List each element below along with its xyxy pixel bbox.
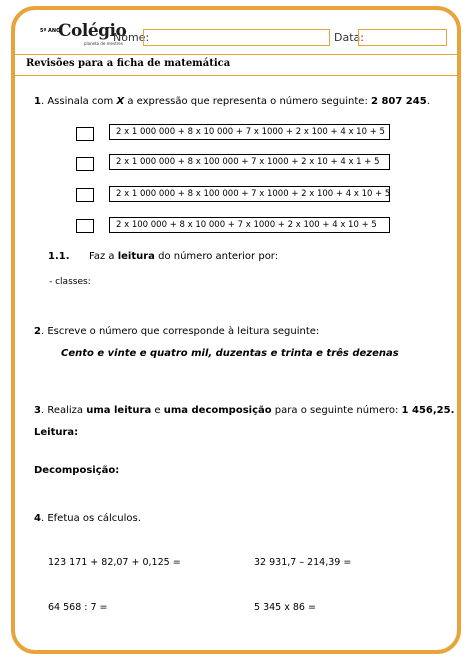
question-1-end: .: [426, 96, 430, 107]
question-4-text: . Efetua os cálculos.: [40, 513, 141, 524]
option-2-checkbox[interactable]: [76, 157, 94, 171]
question-2: [34, 325, 319, 338]
option-3-expression: 2 x 1 000 000 + 8 x 100 000 + 7 x 1000 + 2 x 100 + 4 x 10 + 5: [109, 186, 390, 202]
school-logo: [40, 21, 127, 48]
logo-tagline: planeta de mestres: [84, 41, 123, 46]
question-2-reading: Cento e vinte e quatro mil, duzentas e trinta e três dezenas: [61, 348, 399, 359]
leitura-label: Leitura:: [34, 427, 79, 438]
question-1-target-number: 2 807 245: [371, 96, 427, 107]
question-1-1-text: [89, 250, 278, 263]
logo-grade: 5º ANO: [40, 28, 61, 34]
calc-4: 5 345 x 86 =: [254, 602, 316, 613]
decomposicao-label: Decomposição:: [34, 465, 120, 476]
question-1-1-number: 1.1.: [48, 251, 70, 262]
question-3-number: 3: [34, 405, 41, 416]
calc-2: 32 931,7 – 214,39 =: [254, 557, 352, 568]
option-1-expression: 2 x 1 000 000 + 8 x 10 000 + 7 x 1000 + 2 x 100 + 4 x 10 + 5: [109, 124, 390, 140]
question-4-number: 4: [34, 513, 41, 524]
question-1-text-after: a expressão que representa o número seguinte:: [124, 96, 372, 107]
option-3-checkbox[interactable]: [76, 188, 94, 202]
question-3-text-b: e: [151, 405, 164, 416]
question-2-text: . Escreve o número que corresponde à leitura seguinte:: [40, 326, 320, 337]
page-title: Revisões para a ficha de matemática: [26, 58, 231, 69]
option-2-expression: 2 x 1 000 000 + 8 x 100 000 + 7 x 1000 + 2 x 10 + 4 x 1 + 5: [109, 154, 390, 170]
date-field[interactable]: [358, 29, 447, 46]
option-4-expression: 2 x 100 000 + 8 x 10 000 + 7 x 1000 + 2 x 100 + 4 x 10 + 5: [109, 217, 390, 233]
question-1-text-before: . Assinala com: [40, 96, 117, 107]
name-field[interactable]: [143, 29, 330, 46]
question-1-number: 1: [34, 96, 41, 107]
calc-3: 64 568 : 7 =: [48, 602, 108, 613]
question-2-number: 2: [34, 326, 41, 337]
question-3-number-value: 1 456,25.: [401, 405, 455, 416]
title-bar: [15, 54, 457, 76]
question-3-text-c: para o seguinte número:: [271, 405, 402, 416]
name-label: Nome:: [113, 31, 150, 44]
logo-name: Colégio: [58, 21, 127, 41]
question-1-1-text-before: Faz a: [89, 251, 118, 262]
option-1-checkbox[interactable]: [76, 127, 94, 141]
question-4: [34, 512, 141, 525]
classes-label: - classes:: [49, 277, 91, 287]
date-label: Data:: [334, 31, 364, 44]
question-1-1-text-after: do número anterior por:: [154, 251, 279, 262]
question-3-text-a: . Realiza: [40, 405, 87, 416]
question-3-bold-b: uma decomposição: [163, 405, 272, 416]
calc-1: 123 171 + 82,07 + 0,125 =: [48, 557, 181, 568]
question-3-bold-a: uma leitura: [86, 405, 152, 416]
question-1-x-mark: X: [116, 96, 125, 107]
question-1-1-bold-word: leitura: [117, 251, 155, 262]
question-1: [34, 95, 430, 108]
option-4-checkbox[interactable]: [76, 219, 94, 233]
question-3: [34, 404, 454, 417]
